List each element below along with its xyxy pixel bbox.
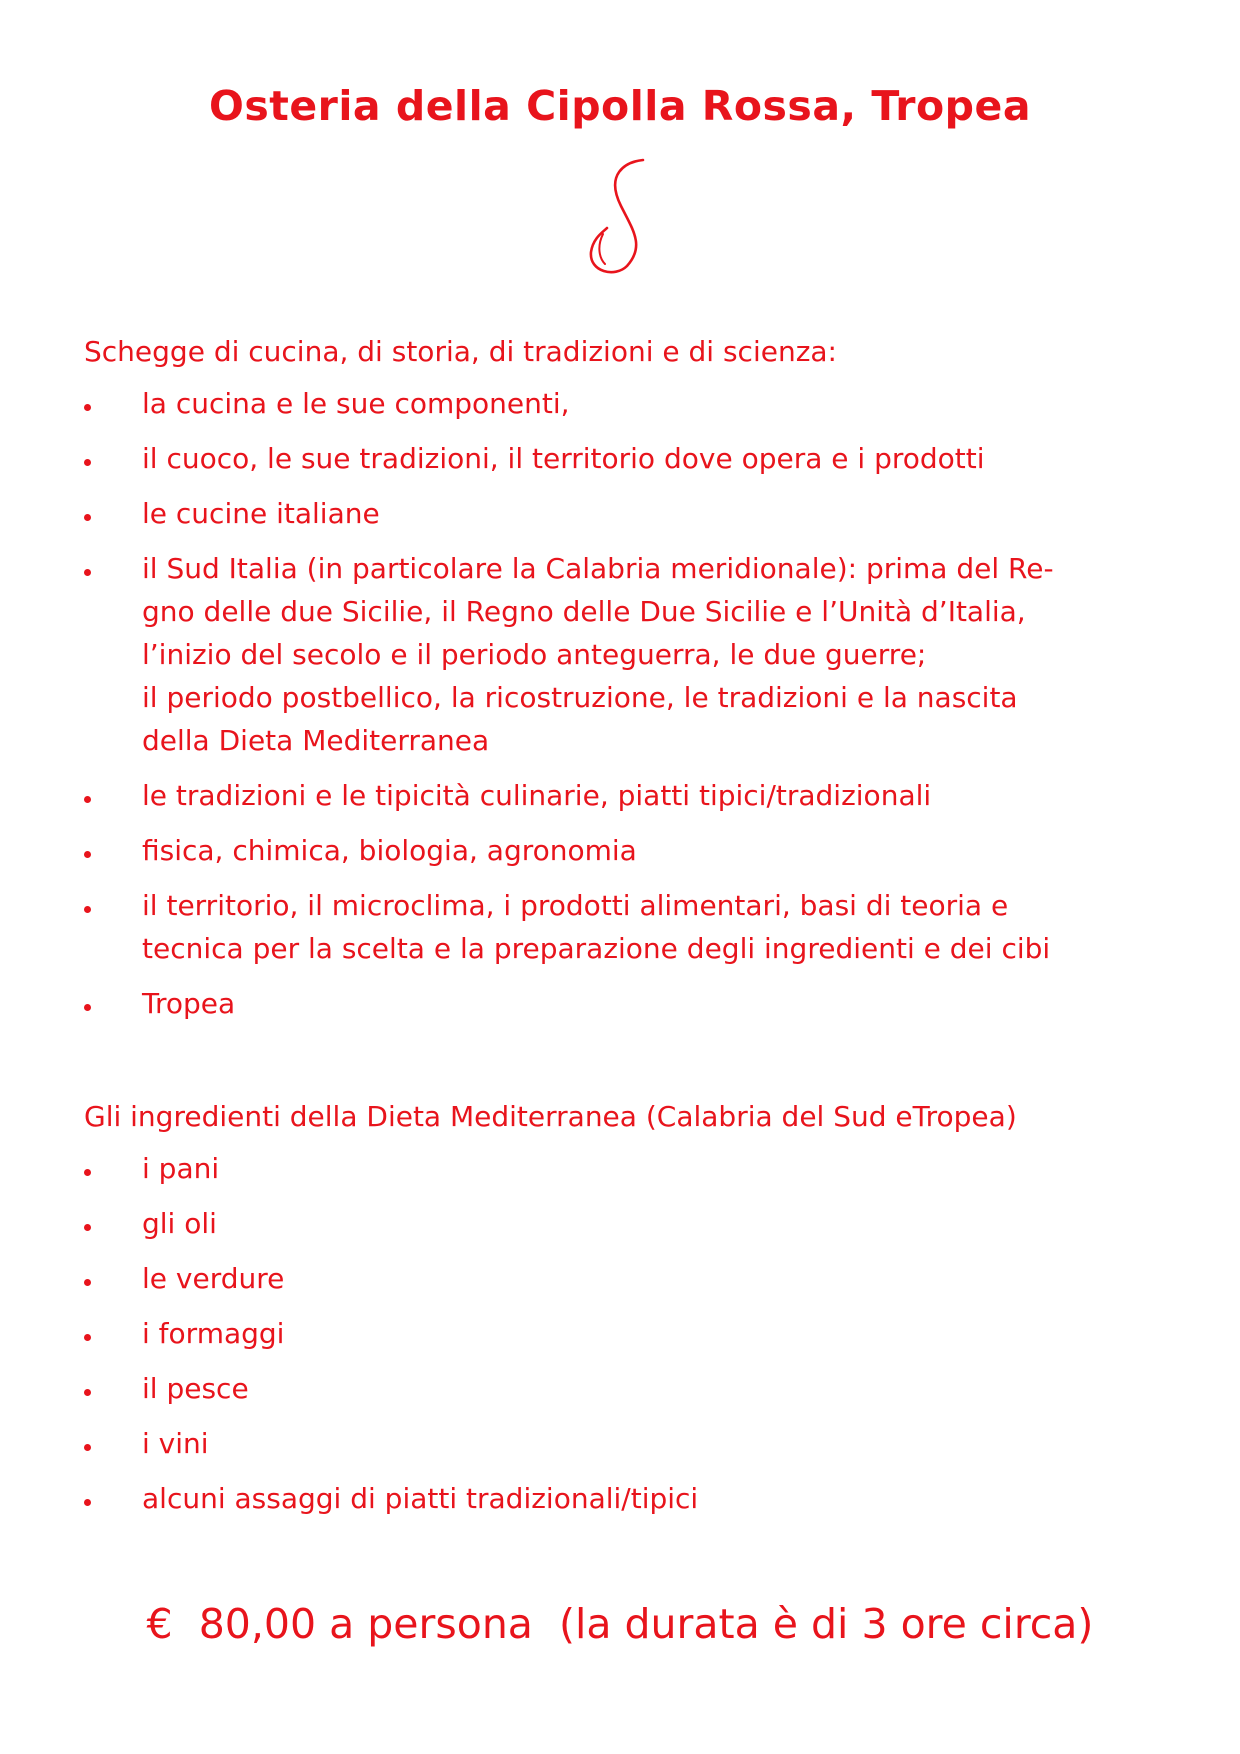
list-item-text: la cucina e le sue componenti,	[142, 387, 570, 420]
topics-list	[84, 382, 1164, 1037]
list-item-text: il Sud Italia (in particolare la Calabria meridionale): prima del Re- gno delle due Sicilie, il Regno delle Due Sicilie e l’Unità d’Italia, l’inizio del secolo e il periodo anteguerra, le due guerre; il periodo postbellico, la ricostruzione, le tradizioni e la nascita della Dieta Mediterranea	[142, 552, 1054, 757]
list-item-text: i pani	[142, 1152, 220, 1185]
bullet-icon	[84, 774, 114, 817]
list-item-text: le verdure	[142, 1262, 285, 1295]
bullet-icon	[84, 829, 114, 872]
list-item-text: il cuoco, le sue tradizioni, il territorio dove opera e i prodotti	[142, 442, 985, 475]
list-item	[84, 1257, 1164, 1300]
bullet-icon	[84, 1367, 114, 1410]
onion-logo-icon	[585, 154, 655, 280]
list-item	[84, 382, 1164, 425]
list-item	[84, 1477, 1164, 1520]
bullet-icon	[84, 982, 114, 1025]
bullet-icon	[84, 884, 114, 927]
ingredients-list	[84, 1147, 1164, 1532]
bullet-icon	[84, 547, 114, 590]
list-item-text: il pesce	[142, 1372, 249, 1405]
bullet-icon	[84, 382, 114, 425]
list-item	[84, 774, 1164, 817]
list-item-text: le cucine italiane	[142, 497, 380, 530]
section-intro-ingredients: Gli ingredienti della Dieta Mediterranea (Calabria del Sud eTropea)	[84, 1100, 1017, 1133]
list-item-text: i vini	[142, 1427, 209, 1460]
bullet-icon	[84, 1422, 114, 1465]
list-item-text: alcuni assaggi di piatti tradizionali/tipici	[142, 1482, 699, 1515]
list-item-text: le tradizioni e le tipicità culinarie, piatti tipici/tradizionali	[142, 779, 932, 812]
bullet-icon	[84, 1477, 114, 1520]
bullet-icon	[84, 1257, 114, 1300]
list-item-text: gli oli	[142, 1207, 217, 1240]
list-item	[84, 492, 1164, 535]
list-item-text: il territorio, il microclima, i prodotti alimentari, basi di teoria e tecnica per la scelta e la preparazione degli ingredienti e dei cibi	[142, 889, 1051, 965]
list-item-text: i formaggi	[142, 1317, 285, 1350]
list-item	[84, 1312, 1164, 1355]
bullet-icon	[84, 1147, 114, 1190]
list-item	[84, 884, 1164, 970]
list-item	[84, 829, 1164, 872]
bullet-icon	[84, 1312, 114, 1355]
price-line: € 80,00 a persona (la durata è di 3 ore circa)	[146, 1600, 1094, 1648]
bullet-icon	[84, 492, 114, 535]
list-item	[84, 982, 1164, 1025]
section-intro-topics: Schegge di cucina, di storia, di tradizioni e di scienza:	[84, 335, 837, 368]
list-item-text: Tropea	[142, 987, 236, 1020]
list-item	[84, 1367, 1164, 1410]
list-item	[84, 1202, 1164, 1245]
list-item	[84, 547, 1164, 762]
list-item-text: fisica, chimica, biologia, agronomia	[142, 834, 637, 867]
list-item	[84, 437, 1164, 480]
list-item	[84, 1422, 1164, 1465]
list-item	[84, 1147, 1164, 1190]
page-title: Osteria della Cipolla Rossa, Tropea	[208, 82, 1032, 130]
bullet-icon	[84, 1202, 114, 1245]
bullet-icon	[84, 437, 114, 480]
